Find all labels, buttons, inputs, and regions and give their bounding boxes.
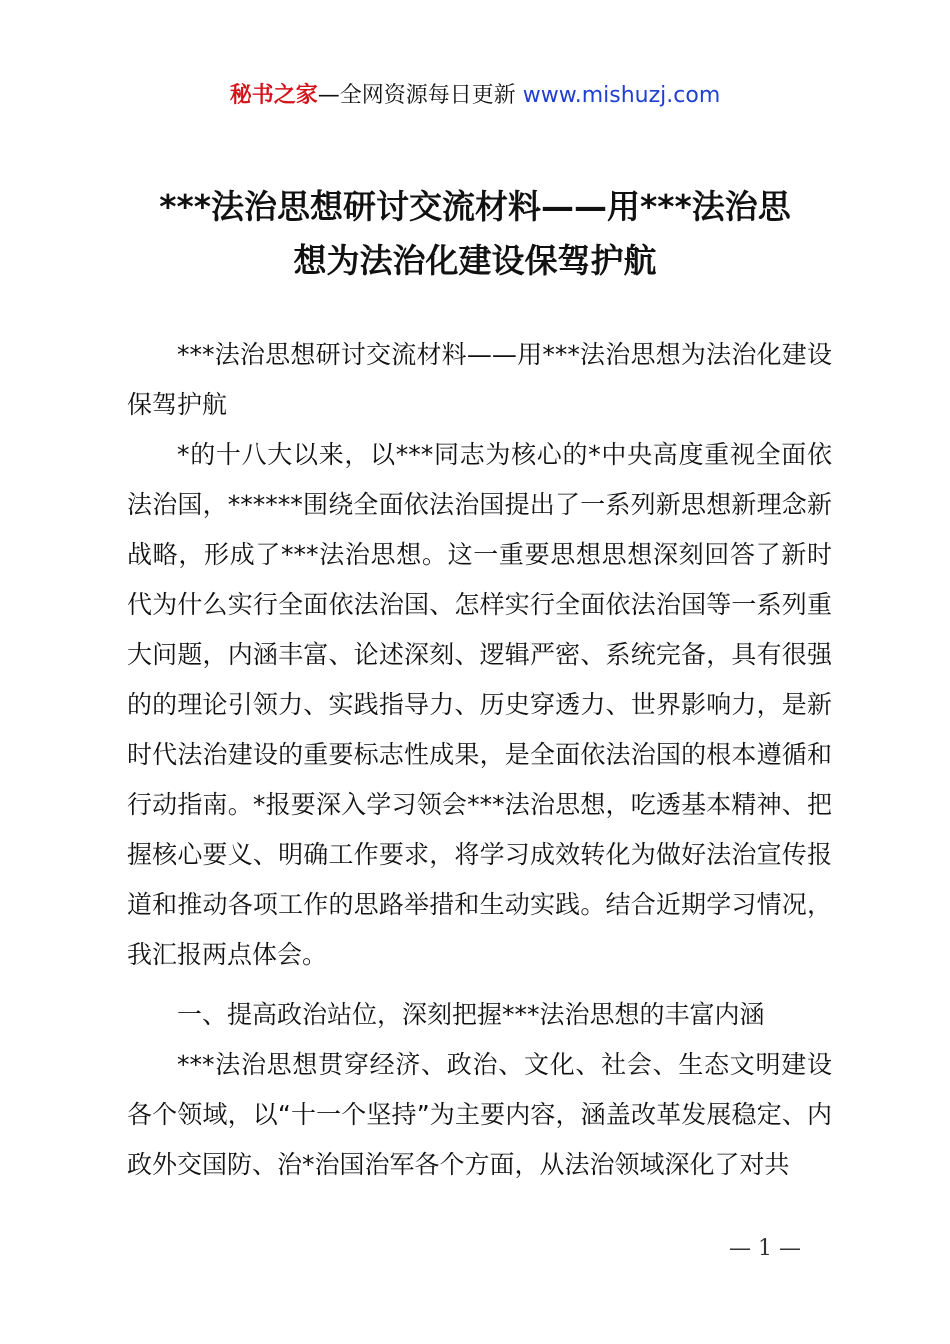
site-url-link[interactable]: www.mishuzj.com	[522, 83, 721, 108]
section-heading-1: 一、提高政治站位，深刻把握***法治思想的丰富内涵	[177, 1000, 765, 1029]
document-body	[127, 330, 832, 1190]
document-title	[110, 180, 840, 288]
site-header	[0, 80, 950, 112]
document-title-line-2: 想为法治化建设保驾护航	[293, 241, 657, 280]
page-number: — 1 —	[729, 1236, 801, 1261]
document-title-line-1: ***法治思想研讨交流材料——用***法治思	[159, 187, 791, 226]
site-slogan: —全网资源每日更新	[317, 83, 516, 108]
paragraph-introduction: *的十八大以来，以***同志为核心的*中央高度重视全面依法治国，******围绕全面依法治国提出了一系列新思想新理念新战略，形成了***法治思想。这一重要思想思想深刻回答了新时代为什么实行全面依法治国、怎样实行全面依法治国等一系列重大问题，内涵丰富、论述深刻、逻辑严密、系统完备，具有很强的的理论引领力、实践指导力、历史穿透力、世界影响力，是新时代法治建设的重要标志性成果，是全面依法治国的根本遵循和行动指南。*报要深入学习领会***法治思想，吃透基本精神、把握核心要义、明确工作要求，将学习成效转化为做好法治宣传报道和推动各项工作的思路举措和生动实践。结合近期学习情况，我汇报两点体会。	[127, 440, 832, 969]
paragraph-subtitle: ***法治思想研讨交流材料——用***法治思想为法治化建设保驾护航	[127, 340, 832, 419]
paragraph-section-1: ***法治思想贯穿经济、政治、文化、社会、生态文明建设各个领域，以“十一个坚持”为主要内容，涵盖改革发展稳定、内政外交国防、治*治国治军各个方面，从法治领域深化了对共	[127, 1050, 832, 1179]
site-brand: 秘书之家	[229, 83, 318, 108]
